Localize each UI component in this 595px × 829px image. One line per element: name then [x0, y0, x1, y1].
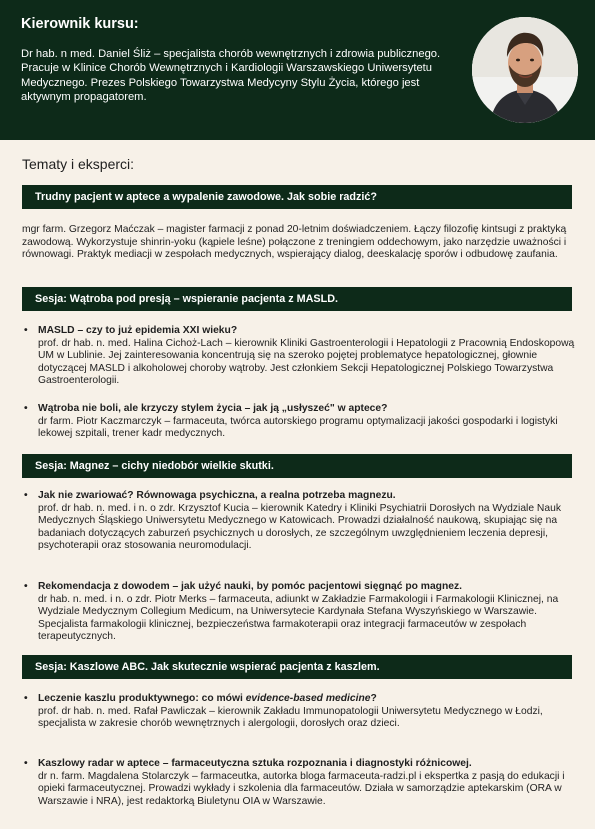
item-title-text: Leczenie kaszlu produktywnego: co mówi [38, 693, 246, 704]
item-title: Rekomendacja z dowodem – jak użyć nauki, by pomóc pacjentowi sięgnąć po magnez. [38, 581, 462, 592]
list-item [22, 490, 577, 553]
list-item [22, 403, 577, 441]
item-title-emphasis: evidence-based medicine [245, 693, 371, 704]
item-title [38, 693, 577, 706]
item-body: prof. dr hab. n. med. Rafał Pawliczak – kierownik Zakładu Immunopatologii Uniwersytetu Medycznego w Łodzi, specjalista w zakresie chorób wewnętrznych i alergologii, dorosłych oraz dzieci. [38, 705, 543, 730]
bullet: • [24, 490, 28, 501]
bullet: • [24, 693, 28, 704]
item-body: prof. dr hab. n. med. Halina Cichoż-Lach – kierownik Kliniki Gastroenterologii i Hepatologii z Pracownią Endoskopową UM w Lublinie. Jej zainteresowania koncentrują się na szeroko pojętej problematyce hepatologicznej, głownie dotyczącej MASLD i alkoholowej choroby wątroby. Jest członkiem Sekcji Hepatologicznej Polskiego Towarzystwa Gastroenterologii. [38, 337, 575, 387]
list-item [22, 693, 577, 731]
list-item [22, 581, 577, 644]
course-leader-banner [0, 0, 595, 140]
item-body: dr farm. Piotr Kaczmarczyk – farmaceuta, twórca autorskiego programu optymalizacji jakości gospodarki i logistyki lekowej szpitali, trener kadr medycznych. [38, 415, 558, 440]
item-body: dr n. farm. Magdalena Stolarczyk – farmaceutka, autorka bloga farmaceuta-radzi.pl i ekspertka z pasją do edukacji i opieki farmaceutycznej. Prowadzi wykłady i szkolenia dla farmaceutów. Działa w samorządzie aptekarskim (ORA w Warszawie i NRA), jest redaktorką Biuletynu OIA w Warszawie. [38, 770, 565, 807]
section-bar: Sesja: Magnez – cichy niedobór wielkie skutki. [22, 454, 572, 478]
section-bar: Sesja: Wątroba pod presją – wspieranie pacjenta z MASLD. [22, 287, 572, 311]
item-title-suffix: ? [370, 693, 377, 704]
topics-heading: Tematy i eksperci: [22, 156, 135, 172]
list-item [22, 758, 577, 808]
list-item [22, 325, 577, 388]
item-title: Kaszlowy radar w aptece – farmaceutyczna sztuka rozpoznania i diagnostyki różnicowej. [38, 758, 472, 769]
item-body: dr hab. n. med. i n. o zdr. Piotr Merks – farmaceuta, adiunkt w Zakładzie Farmakologii i Farmakologii Klinicznej, na Wydziale Medycznym Collegium Medicum, na Uniwersytecie Kardynała Stefana Wyszyńskiego w Warszawie. Specjalista farmakologii klinicznej, bezpieczeństwa farmakoterapii oraz integracji farmaceutów w zespołach terapeutycznych. [38, 593, 559, 643]
section-bar: Trudny pacjent w aptece a wypalenie zawodowe. Jak sobie radzić? [22, 185, 572, 209]
bullet: • [24, 758, 28, 769]
item-title: MASLD – czy to już epidemia XXI wieku? [38, 325, 238, 336]
bullet: • [24, 325, 28, 336]
course-leader-title: Kierownik kursu: [21, 16, 139, 32]
bullet: • [24, 403, 28, 414]
avatar [472, 17, 578, 123]
course-leader-bio: Dr hab. n med. Daniel Śliż – specjalista chorób wewnętrznych i zdrowia publicznego. Pracuje w Klinice Chorób Wewnętrznych i Kardiologii Warszawskiego Uniwersytetu Medycznego. Prezes Polskiego Towarzystwa Medycyny Stylu Życia, którego jest aktywnym propagatorem. [21, 48, 441, 104]
bullet: • [24, 581, 28, 592]
section-bar: Sesja: Kaszlowe ABC. Jak skutecznie wspierać pacjenta z kaszlem. [22, 655, 572, 679]
section-description: mgr farm. Grzegorz Maćczak – magister farmacji z ponad 20-letnim doświadczeniem. Łączy filozofię kintsugi z praktyką zawodową. Wykorzystuje shinrin-yoku (kąpiele leśne) połączone z treningiem oddechowym, jako narzędzie uważności i równowagi. Praktyk mediacji w zespołach medycznych, wspierający dialog, deeskalację sporów i odbudowę zaufania. [22, 224, 567, 261]
item-title: Jak nie zwariować? Równowaga psychiczna, a realna potrzeba magnezu. [38, 490, 396, 501]
item-title: Wątroba nie boli, ale krzyczy stylem życia – jak ją „usłyszeć" w aptece? [38, 403, 388, 414]
item-body: prof. dr hab. n. med. i n. o zdr. Krzysztof Kucia – kierownik Katedry i Kliniki Psychiatrii Dorosłych na Wydziale Nauk Medycznych Śląskiego Uniwersytetu Medycznego w Katowicach. Prowadzi działalność naukową, skupiając się na badaniach dotyczących zaburzeń psychicznych u dorosłych, ze szczególnym uwzględnieniem leczenia depresji, psychoterapii oraz stosowania neuromodulacji. [38, 502, 561, 552]
